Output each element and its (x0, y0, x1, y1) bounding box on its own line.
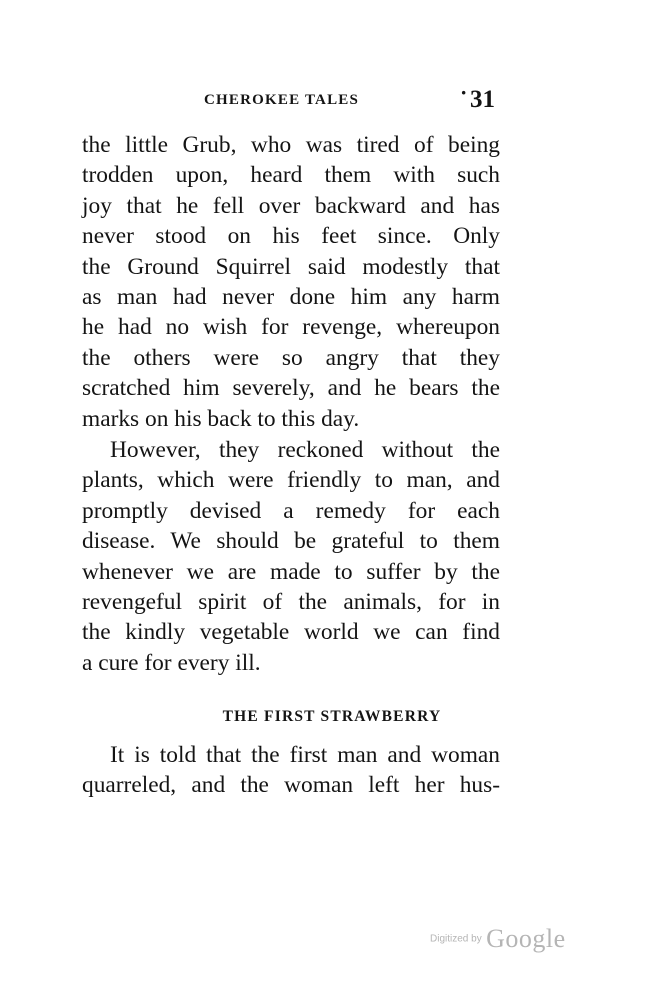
text-line: promptly devised a remedy for each (82, 497, 500, 524)
paragraph-2 (82, 435, 500, 678)
text-line: he had no wish for revenge, whereupon (82, 314, 500, 341)
running-title: CHEROKEE TALES (204, 92, 360, 108)
text-line: However, they reckoned without the (110, 437, 500, 463)
text-line: never stood on his feet since. Only (82, 223, 500, 250)
text-line: a cure for every ill. (82, 649, 261, 676)
text-line: the little Grub, who was tired of being (82, 132, 500, 158)
section-heading: THE FIRST STRAWBERRY (222, 708, 442, 725)
page-number: · 31 (470, 86, 495, 114)
text-line: quarreled, and the woman left her hus- (82, 772, 500, 799)
digitized-watermark (430, 924, 566, 954)
text-line: scratched him severely, and he bears the (82, 375, 500, 402)
watermark-brand-logo: Google (486, 924, 566, 953)
paragraph-1 (82, 130, 500, 434)
page-header (0, 86, 664, 116)
text-line: revengeful spirit of the animals, for in (82, 589, 500, 616)
text-line: trodden upon, heard them with such (82, 162, 500, 189)
watermark-prefix: Digitized by (430, 933, 482, 945)
text-line: the others were so angry that they (82, 344, 500, 371)
text-line: joy that he fell over backward and has (82, 192, 500, 219)
text-line: disease. We should be grateful to them (82, 528, 500, 555)
text-line: marks on his back to this day. (82, 405, 360, 432)
text-line: plants, which were friendly to man, and (82, 467, 500, 494)
text-line: the Ground Squirrel said modestly that (82, 253, 500, 280)
text-line: whenever we are made to suffer by the (82, 558, 500, 585)
text-line: It is told that the first man and woman (110, 742, 500, 768)
text-line: as man had never done him any harm (82, 284, 500, 311)
text-line: the kindly vegetable world we can find (82, 619, 500, 646)
paragraph-3 (82, 740, 500, 801)
